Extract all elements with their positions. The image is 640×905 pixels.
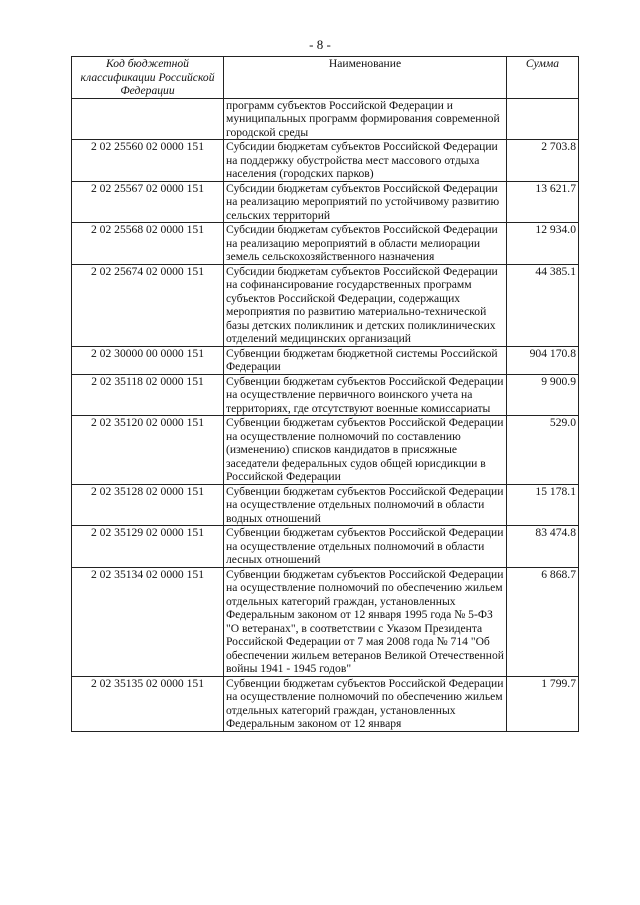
row-code: 2 02 25567 02 0000 151 (72, 181, 224, 223)
row-name: Субвенции бюджетам субъектов Российской Федерации на осуществление отдельных полномочий в области лесных отношений (224, 526, 507, 568)
table-row (72, 140, 579, 182)
row-sum: 15 178.1 (507, 484, 579, 526)
row-code: 2 02 35129 02 0000 151 (72, 526, 224, 568)
row-name: Субвенции бюджетам субъектов Российской Федерации на осуществление отдельных полномочий в области водных отношений (224, 484, 507, 526)
table-row (72, 676, 579, 731)
row-name: Субвенции бюджетам бюджетной системы Российской Федерации (224, 346, 507, 374)
row-code: 2 02 30000 00 0000 151 (72, 346, 224, 374)
row-sum: 529.0 (507, 416, 579, 485)
row-sum: 12 934.0 (507, 223, 579, 265)
row-code: 2 02 25560 02 0000 151 (72, 140, 224, 182)
table-row (72, 264, 579, 346)
row-code: 2 02 35128 02 0000 151 (72, 484, 224, 526)
row-code: 2 02 25674 02 0000 151 (72, 264, 224, 346)
table-row (72, 223, 579, 265)
row-sum: 904 170.8 (507, 346, 579, 374)
row-name: Субвенции бюджетам субъектов Российской Федерации на осуществление полномочий по обеспечению жильем отдельных категорий граждан, установленных Федеральным законом от 12 января (224, 676, 507, 731)
table-row (72, 181, 579, 223)
row-name: Субсидии бюджетам субъектов Российской Федерации на реализацию мероприятий по устойчивому развитию сельских территорий (224, 181, 507, 223)
table-header-row (72, 57, 579, 99)
row-name: программ субъектов Российской Федерации и муниципальных программ формирования современной городской среды (224, 98, 507, 140)
header-name: Наименование (224, 57, 507, 99)
row-code: 2 02 35120 02 0000 151 (72, 416, 224, 485)
table-row (72, 526, 579, 568)
page-number: - 8 - (309, 37, 331, 52)
row-code: 2 02 35118 02 0000 151 (72, 374, 224, 416)
row-code: 2 02 35135 02 0000 151 (72, 676, 224, 731)
row-sum: 44 385.1 (507, 264, 579, 346)
row-sum: 9 900.9 (507, 374, 579, 416)
row-code: 2 02 25568 02 0000 151 (72, 223, 224, 265)
row-name: Субсидии бюджетам субъектов Российской Федерации на софинансирование государственных программ субъектов Российской Федерации, содержащих мероприятия по развитию материально-технической базы детских поликлиник и детских поликлинических отделений медицинских организаций (224, 264, 507, 346)
row-name: Субвенции бюджетам субъектов Российской Федерации на осуществление первичного воинского учета на территориях, где отсутствуют военные комиссариаты (224, 374, 507, 416)
row-name: Субвенции бюджетам субъектов Российской Федерации на осуществление полномочий по составлению (изменению) списков кандидатов в присяжные заседатели федеральных судов общей юрисдикции в Российской Федерации (224, 416, 507, 485)
table-row (72, 416, 579, 485)
budget-table (71, 56, 579, 732)
table-row (72, 98, 579, 140)
row-sum: 1 799.7 (507, 676, 579, 731)
row-sum: 6 868.7 (507, 567, 579, 676)
row-name: Субвенции бюджетам субъектов Российской Федерации на осуществление полномочий по обеспечению жильем отдельных категорий граждан, установленных Федеральным законом от 12 января 1995 года № 5-ФЗ "О ветеранах", в соответствии с Указом Президента Российской Федерации от 7 мая 2008 года № 714 "Об обеспечении жильем ветеранов Великой Отечественной войны 1941 - 1945 годов" (224, 567, 507, 676)
header-code: Код бюджетной классификации Российской Федерации (72, 57, 224, 99)
row-name: Субсидии бюджетам субъектов Российской Федерации на реализацию мероприятий в области мелиорации земель сельскохозяйственного назначения (224, 223, 507, 265)
table-row (72, 484, 579, 526)
header-sum: Сумма (507, 57, 579, 99)
row-code: 2 02 35134 02 0000 151 (72, 567, 224, 676)
row-sum: 13 621.7 (507, 181, 579, 223)
row-name: Субсидии бюджетам субъектов Российской Федерации на поддержку обустройства мест массового отдыха населения (городских парков) (224, 140, 507, 182)
row-sum (507, 98, 579, 140)
row-sum: 2 703.8 (507, 140, 579, 182)
row-sum: 83 474.8 (507, 526, 579, 568)
row-code (72, 98, 224, 140)
table-row (72, 567, 579, 676)
table-row (72, 346, 579, 374)
table-row (72, 374, 579, 416)
